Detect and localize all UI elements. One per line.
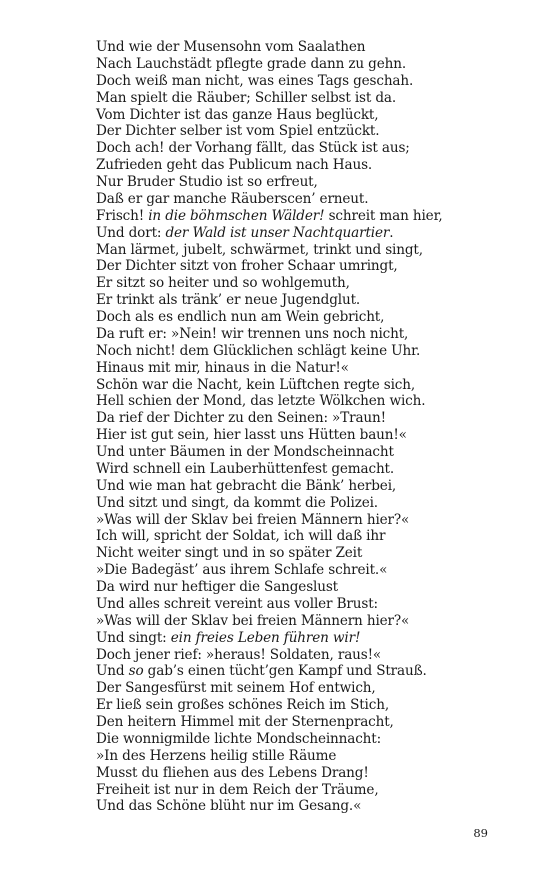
poem-line: [96, 343, 516, 360]
poem-line: [96, 174, 516, 191]
poem-line: [96, 258, 516, 275]
poem-line: [96, 528, 516, 545]
poem-line: [96, 461, 516, 478]
poem-line: [96, 393, 516, 410]
poem-line: [96, 512, 516, 529]
text-segment: Und alles schreit vereint aus voller Brust:: [96, 595, 378, 612]
poem-line: [96, 107, 516, 124]
poem-line: [96, 697, 516, 714]
text-segment: Man lärmet, jubelt, schwärmet, trinkt und singt,: [96, 241, 423, 258]
poem-line: [96, 123, 516, 140]
text-segment: Nur Bruder Studio ist so erfreut,: [96, 174, 318, 190]
text-segment: Er trinkt als tränk’ er neue Jugendglut.: [96, 292, 361, 309]
text-segment: Musst du fliehen aus des Lebens Drang!: [96, 764, 369, 781]
text-segment: gab’s einen tücht’gen Kampf und Strauß.: [143, 663, 427, 680]
text-segment: Vom Dichter ist das ganze Haus beglückt,: [96, 106, 379, 123]
text-segment: Und: [96, 663, 129, 680]
poem-line: [96, 292, 516, 309]
text-segment: Und wie man hat gebracht die Bänk’ herbei,: [96, 477, 397, 494]
poem-line: [96, 90, 516, 107]
poem-line: [96, 613, 516, 630]
poem-line: [96, 410, 516, 427]
poem-line: [96, 191, 516, 208]
text-segment: Doch jener rief: »heraus! Soldaten, raus!«: [96, 646, 382, 663]
text-segment: »Was will der Sklav bei freien Männern hier?«: [96, 612, 410, 629]
poem-line: [96, 326, 516, 343]
text-segment: Und singt:: [96, 629, 171, 646]
text-segment: Die wonnigmilde lichte Mondscheinnacht:: [96, 730, 382, 747]
text-segment: Doch als es endlich nun am Wein gebricht,: [96, 309, 385, 325]
text-segment: »In des Herzens heilig stille Räume: [96, 747, 337, 764]
poem-line: [96, 545, 516, 562]
text-segment: Da ruft er: »Nein! wir trennen uns noch nicht,: [96, 325, 409, 342]
poem-line: [96, 208, 516, 225]
text-segment: Wird schnell ein Lauberhüttenfest gemacht.: [96, 460, 395, 477]
poem-line: [96, 56, 516, 73]
italic-phrase: so: [128, 663, 144, 680]
text-segment: Da wird nur heftiger die Sangeslust: [96, 579, 338, 595]
text-segment: Frisch!: [96, 207, 149, 224]
text-segment: Er ließ sein großes schönes Reich im Stich,: [96, 697, 389, 714]
text-segment: Und unter Bäumen in der Mondscheinnacht: [96, 444, 394, 460]
poem-line: [96, 360, 516, 377]
text-segment: Und sitzt und singt, da kommt die Polizei.: [96, 494, 378, 511]
poem-text: [96, 39, 516, 815]
text-segment: Den heitern Himmel mit der Sternenpracht,: [96, 714, 394, 730]
poem-line: [96, 242, 516, 259]
text-segment: schreit man hier,: [324, 207, 443, 224]
text-segment: Noch nicht! dem Glücklichen schlägt keine Uhr.: [96, 342, 421, 359]
text-segment: Nach Lauchstädt pflegte grade dann zu gehn.: [96, 55, 407, 72]
text-segment: Und dort:: [96, 224, 166, 241]
text-segment: Zufrieden geht das Publicum nach Haus.: [96, 157, 373, 174]
text-segment: Hier ist gut sein, hier lasst uns Hütten baun!«: [96, 427, 407, 444]
italic-phrase: der Wald ist unser Nachtquartier: [165, 224, 390, 241]
poem-line: [96, 275, 516, 292]
text-segment: Daß er gar manche Räuberscen’ erneut.: [96, 190, 369, 207]
text-segment: »Was will der Sklav bei freien Männern hier?«: [96, 511, 410, 528]
poem-line: [96, 478, 516, 495]
text-segment: Freiheit ist nur in dem Reich der Träume,: [96, 781, 379, 798]
poem-line: [96, 765, 516, 782]
poem-line: [96, 663, 516, 680]
text-segment: Hinaus mit mir, hinaus in die Natur!«: [96, 359, 349, 376]
poem-line: [96, 444, 516, 461]
poem-line: [96, 157, 516, 174]
poem-line: [96, 73, 516, 90]
italic-phrase: ein freies Leben führen wir!: [170, 629, 361, 646]
poem-line: [96, 579, 516, 596]
text-segment: Ich will, spricht der Soldat, ich will daß ihr: [96, 528, 386, 545]
poem-line: [96, 377, 516, 394]
poem-line: [96, 309, 516, 326]
text-segment: Der Sangesfürst mit seinem Hof entwich,: [96, 680, 376, 697]
text-segment: Er sitzt so heiter und so wohlgemuth,: [96, 275, 350, 292]
text-segment: Und wie der Musensohn vom Saalathen: [96, 39, 366, 55]
poem-line: [96, 39, 516, 56]
poem-line: [96, 630, 516, 647]
poem-line: [96, 225, 516, 242]
text-segment: Nicht weiter singt und in so später Zeit: [96, 545, 363, 562]
text-segment: Der Dichter selber ist vom Spiel entzückt.: [96, 123, 380, 140]
poem-line: [96, 140, 516, 157]
poem-line: [96, 427, 516, 444]
poem-line: [96, 495, 516, 512]
poem-line: [96, 680, 516, 697]
italic-phrase: in die böhmschen Wälder!: [148, 207, 325, 224]
text-segment: Schön war die Nacht, kein Lüftchen regte sich,: [96, 376, 416, 393]
text-segment: .: [389, 224, 394, 241]
text-segment: Man spielt die Räuber; Schiller selbst ist da.: [96, 89, 397, 106]
poem-line: [96, 596, 516, 613]
page-number: 89: [473, 826, 488, 840]
text-segment: Und das Schöne blüht nur im Gesang.«: [96, 798, 362, 815]
text-segment: »Die Badegäst’ aus ihrem Schlafe schreit.«: [96, 562, 388, 579]
poem-line: [96, 562, 516, 579]
text-segment: Doch weiß man nicht, was eines Tags geschah.: [96, 72, 414, 89]
text-segment: Doch ach! der Vorhang fällt, das Stück ist aus;: [96, 140, 410, 157]
poem-line: [96, 647, 516, 664]
text-segment: Hell schien der Mond, das letzte Wölkchen wich.: [96, 393, 426, 410]
poem-line: [96, 714, 516, 731]
poem-line: [96, 782, 516, 799]
poem-line: [96, 748, 516, 765]
text-segment: Da rief der Dichter zu den Seinen: »Traun!: [96, 410, 386, 427]
poem-line: [96, 798, 516, 815]
poem-line: [96, 731, 516, 748]
text-segment: Der Dichter sitzt von froher Schaar umringt,: [96, 258, 398, 275]
